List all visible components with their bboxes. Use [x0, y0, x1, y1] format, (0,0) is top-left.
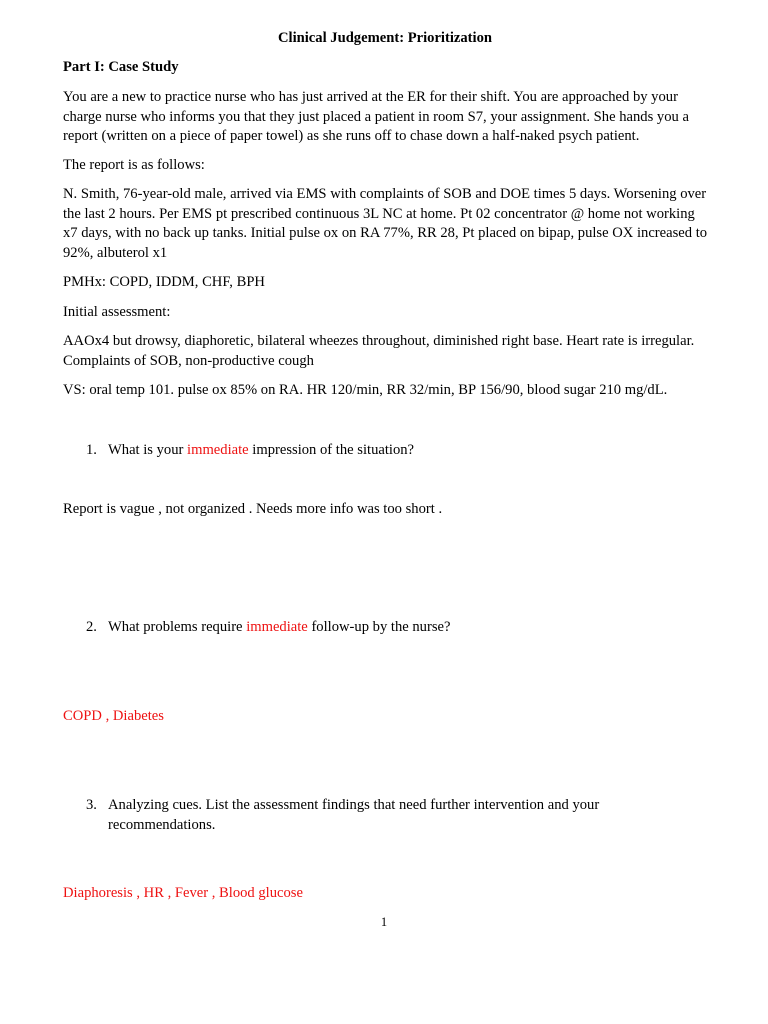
- report-lead: The report is as follows:: [63, 157, 205, 173]
- answer-2: COPD , Diabetes: [63, 708, 164, 724]
- question-number: 1.: [86, 442, 97, 458]
- page-number: 1: [380, 915, 388, 929]
- question-text-end: impression of the situation?: [248, 442, 415, 458]
- answer-3: Diaphoresis , HR , Fever , Blood glucose: [63, 885, 303, 901]
- assessment-label: Initial assessment:: [63, 304, 171, 320]
- vitals-line: VS: oral temp 101. pulse ox 85% on RA. HR 120/min, RR 32/min, BP 156/90, blood sugar 210 mg/dL.: [63, 382, 668, 398]
- question-text-end: follow-up by the nurse?: [307, 619, 451, 635]
- highlight-word: immediate: [187, 442, 249, 458]
- highlight-word: immediate: [246, 619, 308, 635]
- question-text: [108, 441, 646, 461]
- section-heading: Part I: Case Study: [63, 59, 179, 75]
- question-number: 3.: [86, 797, 97, 813]
- answer-1: Report is vague , not organized . Needs more info was too short .: [63, 501, 443, 517]
- question-text: [108, 618, 646, 638]
- question-text-start: What problems require: [108, 619, 247, 635]
- question-2: [86, 618, 646, 638]
- question-text: Analyzing cues. List the assessment findings that need further intervention and your recommendations.: [108, 797, 600, 833]
- report-paragraph: N. Smith, 76-year-old male, arrived via EMS with complaints of SOB and DOE times 5 days. Worsening over the last 2 hours. Per EMS pt prescribed continuous 3L NC at home. Pt 02 concentrator @ home not working x7 days, with no back up tanks. Initial pulse ox on RA 77%, RR 28, Pt placed on bipap, pulse OX increased to 92%, albuterol x1: [63, 186, 708, 261]
- assessment-paragraph: AAOx4 but drowsy, diaphoretic, bilateral wheezes throughout, diminished right base. Heart rate is irregular. Complaints of SOB, non-productive cough: [63, 333, 695, 369]
- question-number: 2.: [86, 619, 97, 635]
- document-title: Clinical Judgement: Prioritization: [277, 30, 492, 46]
- question-1: [86, 441, 646, 461]
- intro-paragraph: You are a new to practice nurse who has just arrived at the ER for their shift. You are approached by your charge nurse who informs you that they just placed a patient in room S7, your assignment. She hands you a report (written on a piece of paper towel) as she runs off to chase down a half-naked psych patient.: [63, 89, 689, 144]
- question-3: [86, 796, 646, 835]
- pmhx-line: PMHx: COPD, IDDM, CHF, BPH: [63, 274, 265, 290]
- question-text-start: What is your: [108, 442, 188, 458]
